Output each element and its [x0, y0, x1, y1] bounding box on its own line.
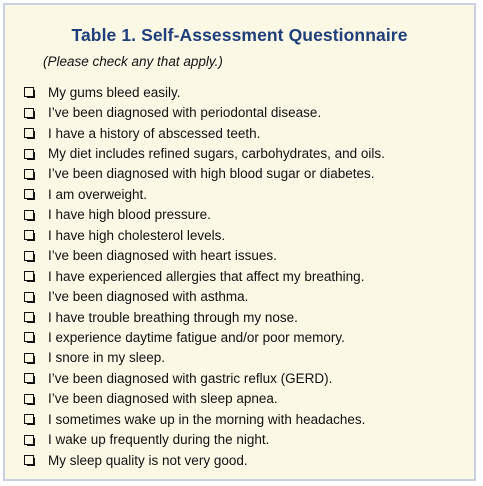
checklist-item[interactable] [24, 389, 385, 409]
item-label: My sleep quality is not very good. [48, 452, 248, 468]
item-label: I have experienced allergies that affect my breathing. [48, 268, 365, 284]
checklist-item[interactable] [24, 429, 385, 449]
checkbox-icon[interactable] [24, 230, 34, 240]
item-label: I have high cholesterol levels. [48, 227, 226, 243]
item-label: My diet includes refined sugars, carbohydrates, and oils. [48, 146, 385, 162]
item-label: I wake up frequently during the night. [48, 432, 270, 448]
checkbox-icon[interactable] [24, 149, 34, 159]
checkbox-icon[interactable] [24, 251, 34, 261]
item-label: I am overweight. [48, 186, 148, 202]
checkbox-icon[interactable] [24, 394, 34, 404]
item-label: I have a history of abscessed teeth. [48, 125, 261, 141]
checkbox-icon[interactable] [24, 292, 34, 302]
checklist-item[interactable] [24, 348, 385, 368]
checkbox-icon[interactable] [24, 312, 34, 322]
item-label: I’ve been diagnosed with periodontal disease. [48, 105, 322, 121]
checklist-item[interactable] [24, 164, 385, 184]
checklist-item[interactable] [24, 102, 385, 122]
checkbox-icon[interactable] [24, 189, 34, 199]
checklist-item[interactable] [24, 82, 385, 102]
checkbox-icon[interactable] [24, 353, 34, 363]
checklist-item[interactable] [24, 286, 385, 306]
checklist-item[interactable] [24, 307, 385, 327]
checklist-item[interactable] [24, 450, 385, 470]
checkbox-icon[interactable] [24, 169, 34, 179]
table-title: Table 1. Self-Assessment Questionnaire [71, 25, 408, 45]
item-label: I’ve been diagnosed with high blood sugar or diabetes. [48, 166, 375, 182]
checklist-item[interactable] [24, 266, 385, 286]
item-label: I’ve been diagnosed with gastric reflux (GERD). [48, 370, 333, 386]
checkbox-icon[interactable] [24, 414, 34, 424]
item-label: I sometimes wake up in the morning with headaches. [48, 411, 366, 427]
checklist-item[interactable] [24, 143, 385, 163]
checklist-item[interactable] [24, 123, 385, 143]
checklist-item[interactable] [24, 225, 385, 245]
item-label: I’ve been diagnosed with heart issues. [48, 248, 277, 264]
item-label: I’ve been diagnosed with sleep apnea. [48, 391, 278, 407]
checkbox-icon[interactable] [24, 271, 34, 281]
checklist-item[interactable] [24, 246, 385, 266]
item-label: I experience daytime fatigue and/or poor memory. [48, 329, 345, 345]
checklist [24, 82, 385, 470]
checkbox-icon[interactable] [24, 332, 34, 342]
checklist-item[interactable] [24, 368, 385, 388]
questionnaire-panel [3, 3, 476, 481]
checkbox-icon[interactable] [24, 87, 34, 97]
item-label: I’ve been diagnosed with asthma. [48, 289, 249, 305]
checkbox-icon[interactable] [24, 435, 34, 445]
checkbox-icon[interactable] [24, 128, 34, 138]
checkbox-icon[interactable] [24, 455, 34, 465]
item-label: I have high blood pressure. [48, 207, 211, 223]
checkbox-icon[interactable] [24, 373, 34, 383]
item-label: I snore in my sleep. [48, 350, 166, 366]
checklist-item[interactable] [24, 327, 385, 347]
item-label: My gums bleed easily. [48, 84, 181, 100]
item-label: I have trouble breathing through my nose. [48, 309, 298, 325]
checklist-item[interactable] [24, 205, 385, 225]
checklist-item[interactable] [24, 409, 385, 429]
checkbox-icon[interactable] [24, 210, 34, 220]
checkbox-icon[interactable] [24, 108, 34, 118]
instructions: (Please check any that apply.) [43, 54, 223, 69]
checklist-item[interactable] [24, 184, 385, 204]
